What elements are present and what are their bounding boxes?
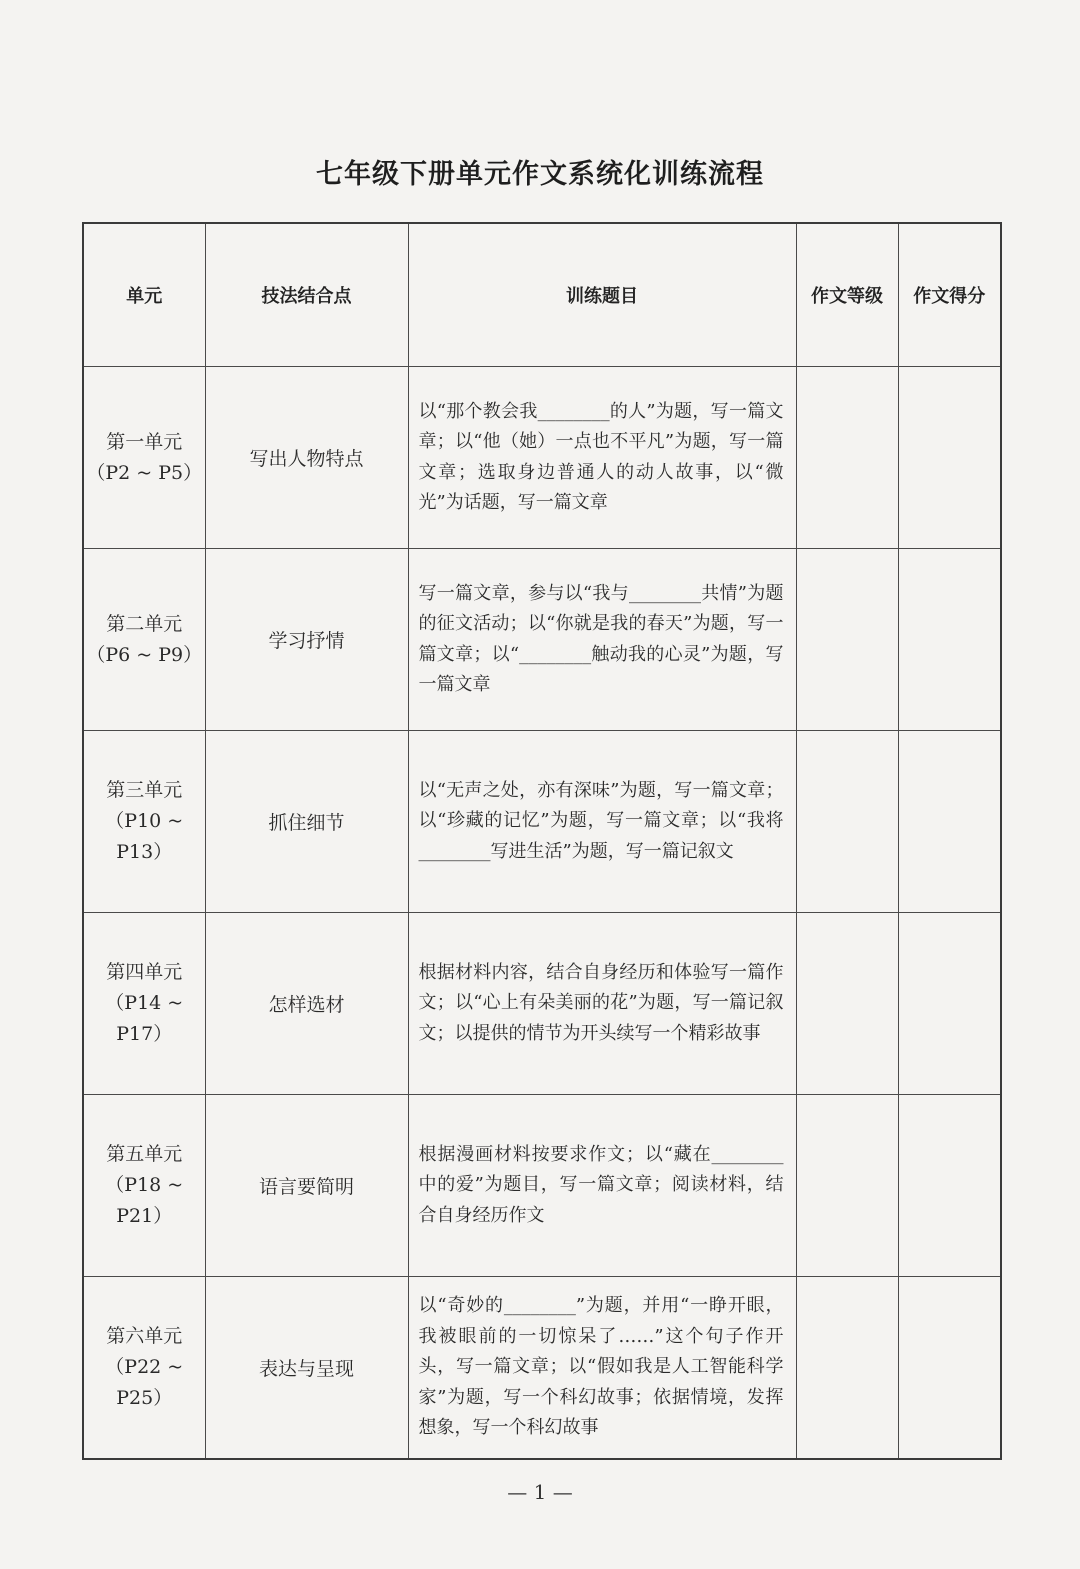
unit-name: 第三单元 (106, 779, 183, 801)
topic-cell: 以“那个教会我________的人”为题，写一篇文章；以“他（她）一点也不平凡”为题，写一篇文章；选取身边普通人的动人故事，以“微光”为话题，写一篇文章 (408, 367, 796, 549)
technique-cell: 怎样选材 (205, 913, 408, 1095)
header-grade: 作文等级 (796, 223, 898, 367)
page-title: 七年级下册单元作文系统化训练流程 (316, 159, 764, 190)
header-topic: 训练题目 (408, 223, 796, 367)
unit-pages: （P18 ~ P21） (105, 1174, 184, 1227)
header-score: 作文得分 (898, 223, 1001, 367)
unit-cell (83, 1095, 205, 1277)
table-row (83, 367, 1001, 549)
grade-cell (796, 1095, 898, 1277)
unit-cell (83, 1277, 205, 1460)
table-row (83, 1095, 1001, 1277)
score-cell (898, 1095, 1001, 1277)
topic-cell: 根据材料内容，结合自身经历和体验写一篇作文；以“心上有朵美丽的花”为题，写一篇记叙文；以提供的情节为开头续写一个精彩故事 (408, 913, 796, 1095)
technique-cell: 抓住细节 (205, 731, 408, 913)
table-header-row (83, 223, 1001, 367)
unit-pages: （P22 ~ P25） (105, 1356, 184, 1409)
technique-cell: 表达与呈现 (205, 1277, 408, 1460)
topic-cell: 以“无声之处，亦有深味”为题，写一篇文章；以“珍藏的记忆”为题，写一篇文章；以“我将________写进生活”为题，写一篇记叙文 (408, 731, 796, 913)
unit-name: 第一单元 (106, 430, 183, 453)
technique-cell: 学习抒情 (205, 549, 408, 731)
grade-cell (796, 913, 898, 1095)
header-technique: 技法结合点 (205, 223, 408, 367)
topic-cell: 根据漫画材料按要求作文；以“藏在________中的爱”为题目，写一篇文章；阅读材料，结合自身经历作文 (408, 1095, 796, 1277)
page-number: — 1 — (507, 1480, 573, 1504)
training-table (82, 222, 1002, 1460)
unit-name: 第二单元 (106, 612, 183, 635)
unit-cell (83, 367, 205, 549)
score-cell (898, 549, 1001, 731)
unit-pages: （P10 ~ P13） (105, 810, 184, 863)
unit-name: 第六单元 (106, 1325, 183, 1347)
score-cell (898, 1277, 1001, 1460)
grade-cell (796, 1277, 898, 1460)
grade-cell (796, 549, 898, 731)
unit-pages: （P14 ~ P17） (105, 992, 184, 1045)
unit-pages: （P6 ~ P9） (86, 643, 203, 666)
topic-cell: 写一篇文章，参与以“我与________共情”为题的征文活动；以“你就是我的春天”为题，写一篇文章；以“________触动我的心灵”为题，写一篇文章 (408, 549, 796, 731)
unit-cell (83, 549, 205, 731)
header-unit: 单元 (83, 223, 205, 367)
topic-cell: 以“奇妙的________”为题，并用“一睁开眼，我被眼前的一切惊呆了……”这个句子作开头，写一篇文章；以“假如我是人工智能科学家”为题，写一个科幻故事；依据情境，发挥想象，写一个科幻故事 (408, 1277, 796, 1460)
unit-name: 第五单元 (106, 1143, 183, 1165)
table-row (83, 913, 1001, 1095)
grade-cell (796, 731, 898, 913)
technique-cell: 语言要简明 (205, 1095, 408, 1277)
grade-cell (796, 367, 898, 549)
table-row (83, 549, 1001, 731)
table-row (83, 1277, 1001, 1460)
score-cell (898, 367, 1001, 549)
table-row (83, 731, 1001, 913)
score-cell (898, 913, 1001, 1095)
unit-name: 第四单元 (106, 961, 183, 983)
unit-pages: （P2 ~ P5） (86, 461, 203, 484)
unit-cell (83, 913, 205, 1095)
score-cell (898, 731, 1001, 913)
unit-cell (83, 731, 205, 913)
technique-cell: 写出人物特点 (205, 367, 408, 549)
